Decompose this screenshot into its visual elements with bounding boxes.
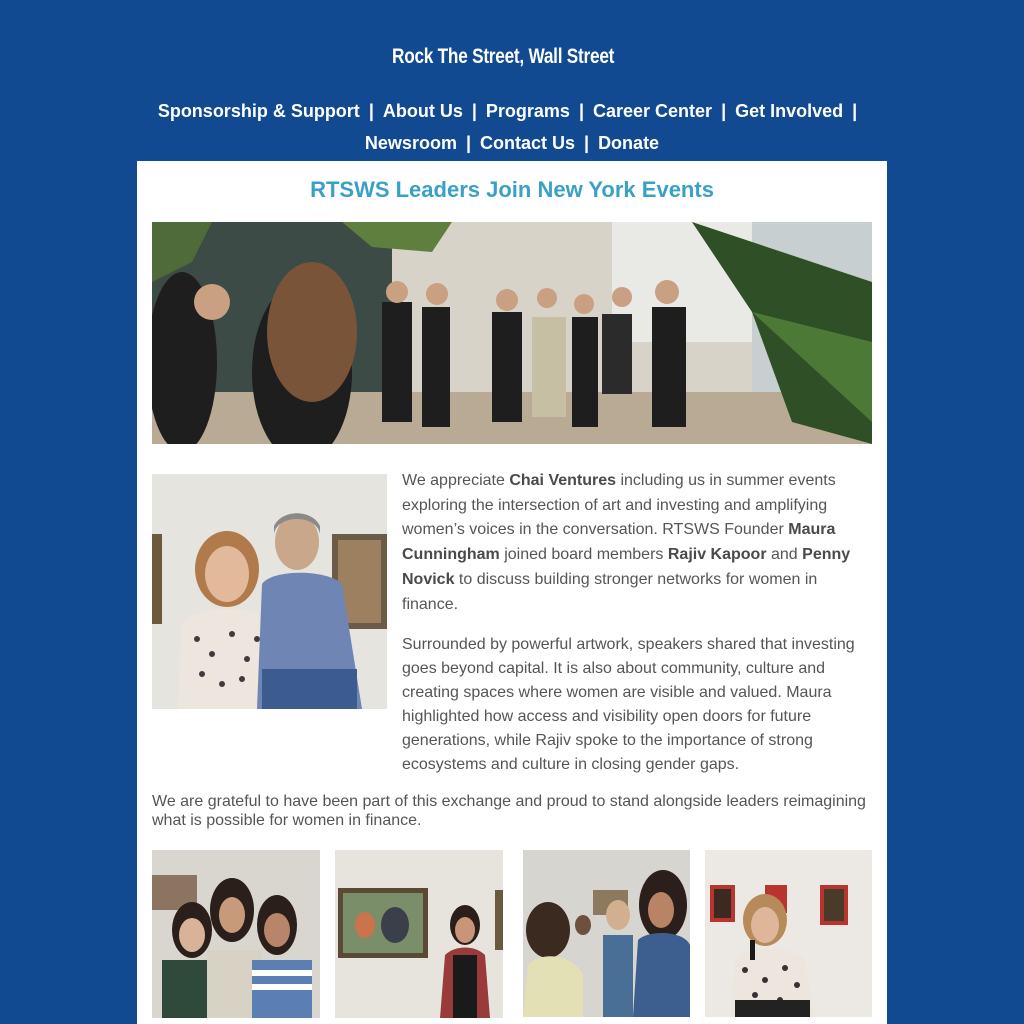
gallery-photo — [152, 850, 320, 1018]
nav-about-us[interactable]: About Us — [382, 101, 463, 121]
article-title: RTSWS Leaders Join New York Events — [310, 177, 714, 202]
nav-separator: | — [368, 101, 374, 121]
nav-career-center[interactable]: Career Center — [593, 101, 713, 121]
brand-logo[interactable] — [386, 16, 646, 78]
nav-separator: | — [465, 133, 471, 153]
gallery-photo — [335, 850, 503, 1018]
p1-text-4: and — [766, 546, 803, 564]
nav-row-1 — [137, 95, 887, 127]
nav-separator: | — [584, 133, 590, 153]
nav-programs[interactable]: Programs — [485, 101, 570, 121]
nav-newsroom[interactable]: Newsroom — [364, 133, 457, 153]
article-paragraph-3: We are grateful to have been part of this exchange and proud to stand alongside leaders reimagining what is possible for women in finance. — [152, 793, 866, 829]
nav-separator: | — [578, 101, 584, 121]
nav-get-involved[interactable]: Get Involved — [735, 101, 844, 121]
article-card — [137, 161, 887, 1024]
article-paragraph-2: Surrounded by powerful artwork, speakers shared that investing goes beyond capital. It is also about community, culture and creating spaces where women are visible and valued. Maura highlighted how access and visibility open doors for future generations, while Rajiv spoke to the importance of strong ecosystems and culture in closing gender gaps. — [402, 636, 855, 773]
nav-contact-us[interactable]: Contact Us — [480, 133, 576, 153]
p1-bold-rajiv-kapoor: Rajiv Kapoor — [667, 546, 767, 564]
founder-board-member-photo — [152, 474, 387, 709]
nav-row-2 — [137, 127, 887, 159]
nav-separator: | — [471, 101, 477, 121]
p1-text-5: to discuss building stronger networks for women in finance. — [402, 570, 818, 613]
p1-bold-penny-novick: Penny Novick — [402, 546, 851, 588]
article-paragraph-1 — [402, 469, 857, 617]
p1-text-1: We appreciate — [402, 472, 510, 489]
p1-bold-maura-cunningham: Maura Cunningham — [402, 521, 836, 564]
nav-separator: | — [852, 101, 858, 121]
hero-event-photo — [152, 222, 872, 444]
main-nav — [137, 95, 887, 159]
brand-name: Rock The Street, Wall Street — [392, 45, 615, 68]
nav-sponsorship-support[interactable]: Sponsorship & Support — [157, 101, 360, 121]
p1-text-3: joined board members — [499, 546, 668, 564]
p1-text-2: including us in summer events exploring the intersection of art and investing and amplifying women’s voices in the conversation. RTSWS Founder — [402, 472, 836, 539]
gallery-photo — [523, 850, 690, 1017]
p1-bold-chai-ventures: Chai Ventures — [509, 472, 617, 489]
nav-donate[interactable]: Donate — [598, 133, 660, 153]
nav-separator: | — [721, 101, 727, 121]
gallery-photo — [705, 850, 872, 1017]
